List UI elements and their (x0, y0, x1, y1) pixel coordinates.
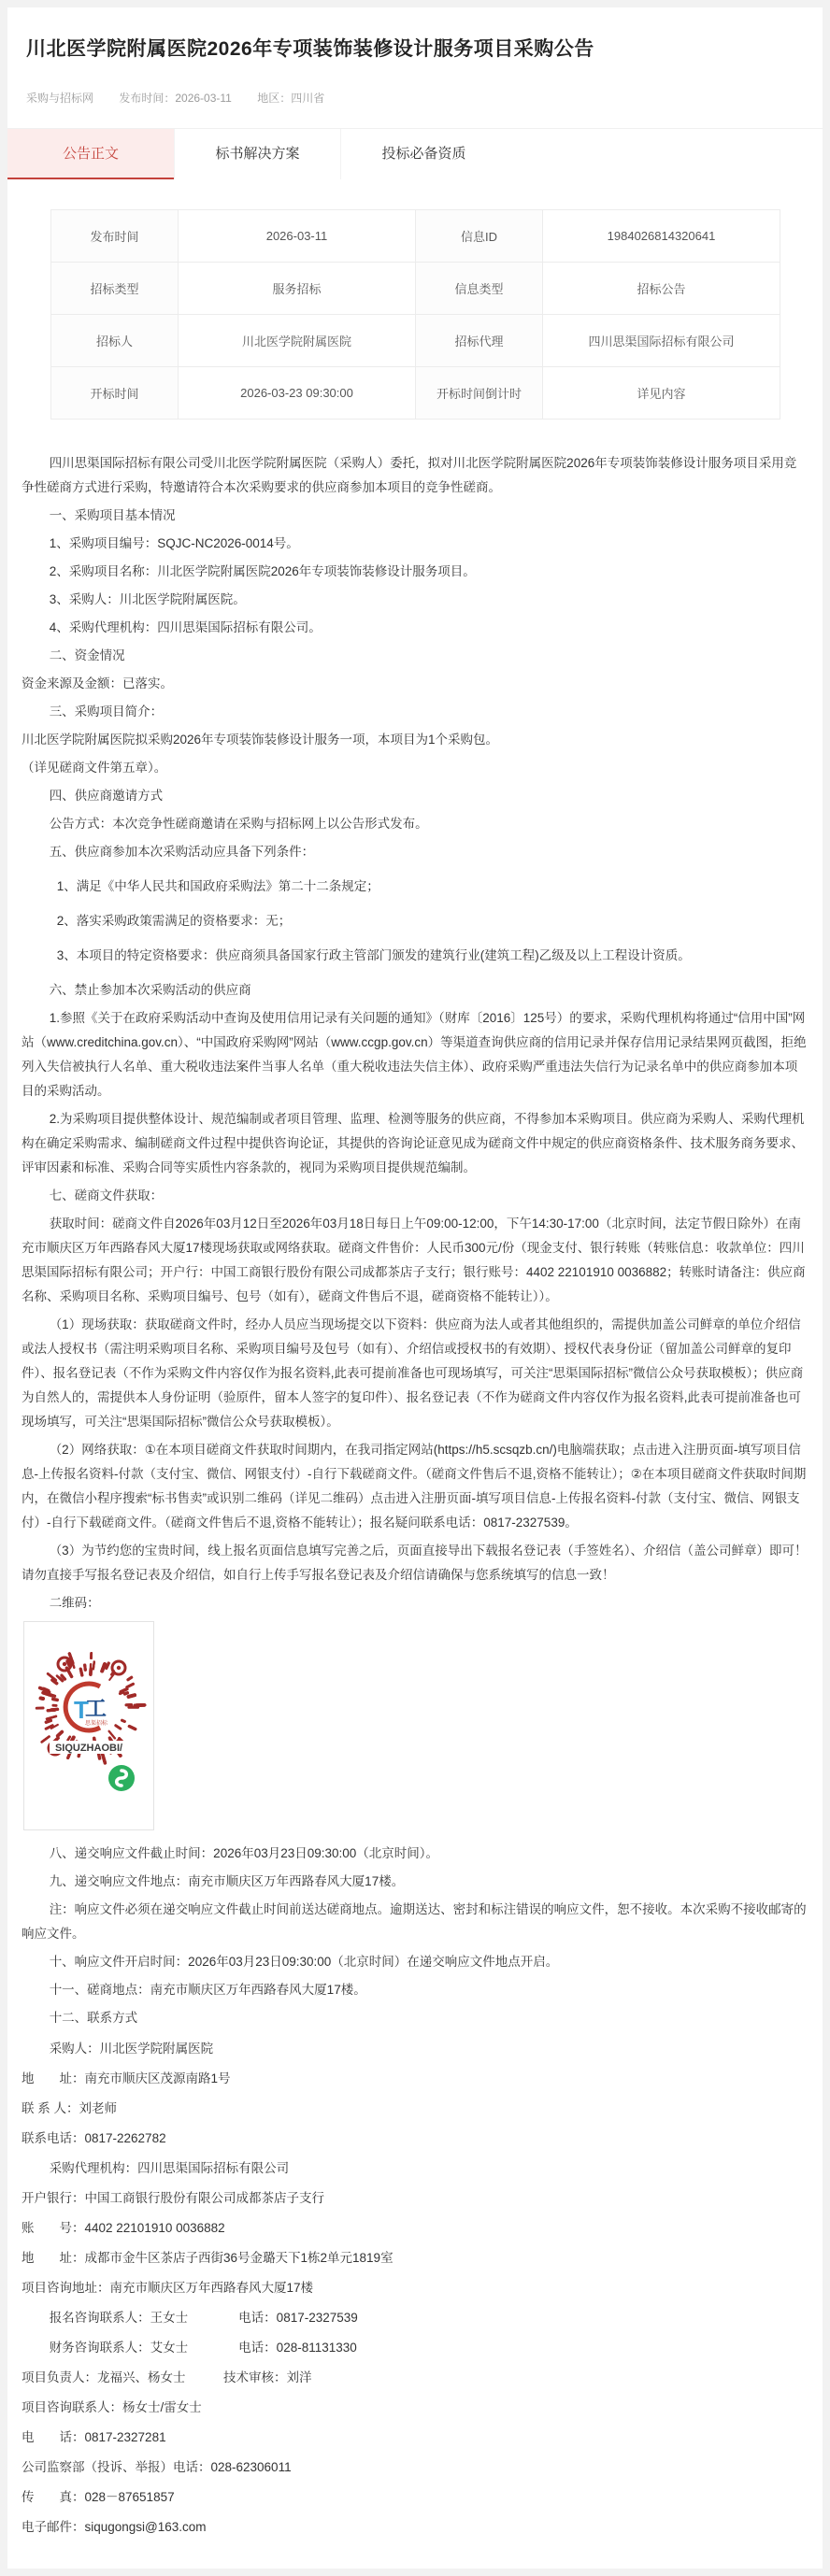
body-paragraph: 二、资金情况 (21, 644, 809, 668)
source-site: 采购与招标网 (26, 92, 93, 105)
announcement-body (7, 444, 823, 2539)
body-paragraph: 九、递交响应文件地点：南充市顺庆区万年西路春风大厦17楼。 (21, 1870, 809, 1894)
tab-bid-qualifications[interactable]: 投标必备资质 (340, 129, 507, 179)
body-paragraph: 地 址：南充市顺庆区茂源南路1号 (21, 2068, 809, 2090)
table-label: 开标时间倒计时 (416, 367, 543, 420)
body-paragraph: 电子邮件：siqugongsi@163.com (21, 2516, 809, 2539)
table-label: 招标代理 (416, 315, 543, 367)
region: 地区：四川省 (257, 92, 324, 105)
table-value: 服务招标 (179, 263, 416, 315)
body-paragraph: 联 系 人：刘老师 (21, 2098, 809, 2120)
body-paragraph: 3、采购人：川北医学院附属医院。 (21, 588, 809, 612)
body-paragraph: 报名咨询联系人：王女士 电话：0817-2327539 (21, 2307, 809, 2329)
body-paragraph: 项目咨询联系人：杨女士/雷女士 (21, 2397, 809, 2419)
body-paragraph: 开户银行：中国工商银行股份有限公司成都茶店子支行 (21, 2187, 809, 2210)
body-paragraph: 公司监察部（投诉、举报）电话：028-62306011 (21, 2456, 809, 2479)
table-label: 开标时间 (51, 367, 179, 420)
table-value: 四川思渠国际招标有限公司 (543, 315, 780, 367)
body-paragraph: 项目负责人：龙福兴、杨女士 技术审核：刘洋 (21, 2367, 809, 2389)
announcement-page (7, 7, 823, 2569)
body-paragraph: 1、采购项目编号：SQJC-NC2026-0014号。 (21, 532, 809, 556)
body-paragraph: 七、磋商文件获取： (21, 1184, 809, 1208)
body-paragraph: 采购代理机构：四川思渠国际招标有限公司 (21, 2157, 809, 2180)
table-label: 招标人 (51, 315, 179, 367)
publish-date: 发布时间：2026-03-11 (119, 92, 232, 105)
body-paragraph: 八、递交响应文件截止时间：2026年03月23日09:30:00（北京时间）。 (21, 1842, 809, 1866)
table-value: 2026-03-11 (179, 210, 416, 263)
meta-row (26, 62, 804, 128)
body-paragraph: 十一、磋商地点：南充市顺庆区万年西路春风大厦17楼。 (21, 1978, 809, 2002)
body-paragraph: 财务咨询联系人：艾女士 电话：028-81131330 (21, 2337, 809, 2359)
qr-caption: SIQUZHAOBI/ (55, 1743, 122, 1754)
body-paragraph: 获取时间：磋商文件自2026年03月12日至2026年03月18日每日上午09:00-12:00，下午14:30-17:00（北京时间，法定节假日除外）在南充市顺庆区万年西路春风大厦17楼现场获取或网络获取。磋商文件售价：人民币300元/份（现金支付、银行转账（转账信息：收款单位：四川思渠国际招标有限公司；开户行：中国工商银行股份有限公司成都茶店子支行；银行账号：4402 22101910 0036882；转账时请备注：供应商名称、采购项目名称、采购项目编号、包号（如有），磋商文件售后不退，磋商资格不能转让））。 (21, 1212, 809, 1309)
body-paragraph: 采购人：川北医学院附属医院 (21, 2038, 809, 2060)
body-part2 (21, 1842, 809, 2539)
logo-letter-t: T (74, 1696, 89, 1724)
body-paragraph: 四、供应商邀请方式 (21, 784, 809, 808)
body-paragraph: 2、落实采购政策需满足的资格要求：无； (21, 909, 809, 933)
body-paragraph: 1、满足《中华人民共和国政府采购法》第二十二条规定； (21, 875, 809, 899)
body-paragraph: 地 址：成都市金牛区茶店子西街36号金璐天下1栋2单元1819室 (21, 2247, 809, 2270)
qr-code (23, 1621, 154, 1830)
table-row (51, 210, 780, 263)
tab-bar (7, 128, 823, 179)
logo-letter-gong: 工 (85, 1696, 107, 1720)
tab-bid-solution[interactable]: 标书解决方案 (174, 129, 340, 179)
body-paragraph: 联系电话：0817-2262782 (21, 2128, 809, 2150)
body-paragraph: 项目咨询地址：南充市顺庆区万年西路春风大厦17楼 (21, 2277, 809, 2299)
tab-announcement-body[interactable]: 公告正文 (7, 129, 174, 179)
body-paragraph: 三、采购项目简介： (21, 700, 809, 724)
body-paragraph: （详见磋商文件第五章）。 (21, 756, 809, 780)
body-paragraph: 十、响应文件开启时间：2026年03月23日09:30:00（北京时间）在递交响应文件地点开启。 (21, 1950, 809, 1974)
body-paragraph: 4、采购代理机构：四川思渠国际招标有限公司。 (21, 616, 809, 640)
body-paragraph: 传 真：028－87651857 (21, 2486, 809, 2509)
body-paragraph: （1）现场获取：获取磋商文件时，经办人员应当现场提交以下资料：供应商为法人或者其他组织的，需提供加盖公司鲜章的单位介绍信或法人授权书（需注明采购项目名称、采购项目编号及包号（如有）、介绍信或授权书的有效期）、授权代表身份证（留加盖公司鲜章的复印件）、报名登记表（不作为采购文件内容仅作为报名资料,此表可提前准备也可现场填写，可关注“思渠国际招标”微信公众号获取模板）；供应商为自然人的，需提供本人身份证明（验原件，留本人签字的复印件）、报名登记表（不作为磋商文件内容仅作为报名资料,此表可提前准备也可现场填写，可关注“思渠国际招标”微信公众号获取模板）。 (21, 1313, 809, 1434)
table-value: 2026-03-23 09:30:00 (179, 367, 416, 420)
table-row (51, 315, 780, 367)
page-header (7, 7, 823, 128)
table-value: 1984026814320641 (543, 210, 780, 263)
table-label: 招标类型 (51, 263, 179, 315)
body-paragraph: 一、采购项目基本情况 (21, 504, 809, 528)
table-row (51, 263, 780, 315)
table-row (51, 367, 780, 420)
body-paragraph: 川北医学院附属医院拟采购2026年专项装饰装修设计服务一项，本项目为1个采购包。 (21, 728, 809, 752)
table-value: 川北医学院附属医院 (179, 315, 416, 367)
table-label: 发布时间 (51, 210, 179, 263)
table-label: 信息类型 (416, 263, 543, 315)
body-part1 (21, 451, 809, 1615)
body-paragraph: 1.参照《关于在政府采购活动中查询及使用信用记录有关问题的通知》（财库〔2016〕125号）的要求，采购代理机构将通过“信用中国”网站（www.creditchina.gov.cn）、“中国政府采购网”网站（www.ccgp.gov.cn）等渠道查询供应商的信用记录并保存信用记录结果网页截图，拒绝列入失信被执行人名单、重大税收违法案件当事人名单（重大税收违法失信主体）、政府采购严重违法失信行为记录名单中的供应商参加本项目的采购活动。 (21, 1006, 809, 1103)
body-paragraph: 资金来源及金额：已落实。 (21, 672, 809, 696)
body-paragraph: （3）为节约您的宝贵时间，线上报名页面信息填写完善之后，页面直接导出下载报名登记表（手签姓名）、介绍信（盖公司鲜章）即可！请勿直接手写报名登记表及介绍信，如自行上传手写报名登记表及介绍信请确保与您系统填写的信息一致！ (21, 1539, 809, 1587)
body-paragraph: 四川思渠国际招标有限公司受川北医学院附属医院（采购人）委托，拟对川北医学院附属医院2026年专项装饰装修设计服务项目采用竞争性磋商方式进行采购，特邀请符合本次采购要求的供应商参加本项目的竞争性磋商。 (21, 451, 809, 500)
logo-name-text: 思渠招标 (85, 1719, 108, 1727)
body-paragraph: 3、本项目的特定资格要求：供应商须具备国家行政主管部门颁发的建筑行业(建筑工程)乙级及以上工程设计资质。 (21, 944, 809, 968)
body-paragraph: 电 话：0817-2327281 (21, 2427, 809, 2449)
body-paragraph: 2.为采购项目提供整体设计、规范编制或者项目管理、监理、检测等服务的供应商，不得参加本采购项目。供应商为采购人、采购代理机构在确定采购需求、编制磋商文件过程中提供咨询论证，其提供的咨询论证意见成为磋商文件中规定的供应商资格条件、技术服务商务要求、评审因素和标准、采购合同等实质性内容条款的，视同为采购项目提供规范编制。 (21, 1107, 809, 1180)
body-paragraph: 十二、联系方式 (21, 2006, 809, 2030)
body-paragraph: 公告方式：本次竞争性磋商邀请在采购与招标网上以公告形式发布。 (21, 812, 809, 836)
body-paragraph: 账 号：4402 22101910 0036882 (21, 2217, 809, 2240)
table-label: 信息ID (416, 210, 543, 263)
body-paragraph: （2）网络获取：①在本项目磋商文件获取时间期内，在我司指定网站(https://h5.scsqzb.cn/)电脑端获取；点击进入注册页面-填写项目信息-上传报名资料-付款（支付宝、微信、网银支付）-自行下载磋商文件。（磋商文件售后不退,资格不能转让）；②在本项目磋商文件获取时间期内，在微信小程序搜索“标书售卖”或识别二维码（详见二维码）点击进入注册页面-填写项目信息-上传报名资料-付款（支付宝、微信、网银支付）-自行下载磋商文件。（磋商文件售后不退,资格不能转让）；报名疑问联系电话：0817-2327539。 (21, 1438, 809, 1535)
body-paragraph: 五、供应商参加本次采购活动应具备下列条件： (21, 840, 809, 864)
page-title: 川北医学院附属医院2026年专项装饰装修设计服务项目采购公告 (26, 34, 804, 62)
body-paragraph: 二维码： (21, 1591, 809, 1615)
body-paragraph: 注：响应文件必须在递交响应文件截止时间前送达磋商地点。逾期送达、密封和标注错误的响应文件，恕不接收。本次采购不接收邮寄的响应文件。 (21, 1898, 809, 1946)
info-table (50, 209, 780, 420)
table-value: 招标公告 (543, 263, 780, 315)
qr-image (29, 1632, 149, 1819)
body-paragraph: 六、禁止参加本次采购活动的供应商 (21, 978, 809, 1003)
table-value: 详见内容 (543, 367, 780, 420)
body-paragraph: 2、采购项目名称：川北医学院附属医院2026年专项装饰装修设计服务项目。 (21, 560, 809, 584)
